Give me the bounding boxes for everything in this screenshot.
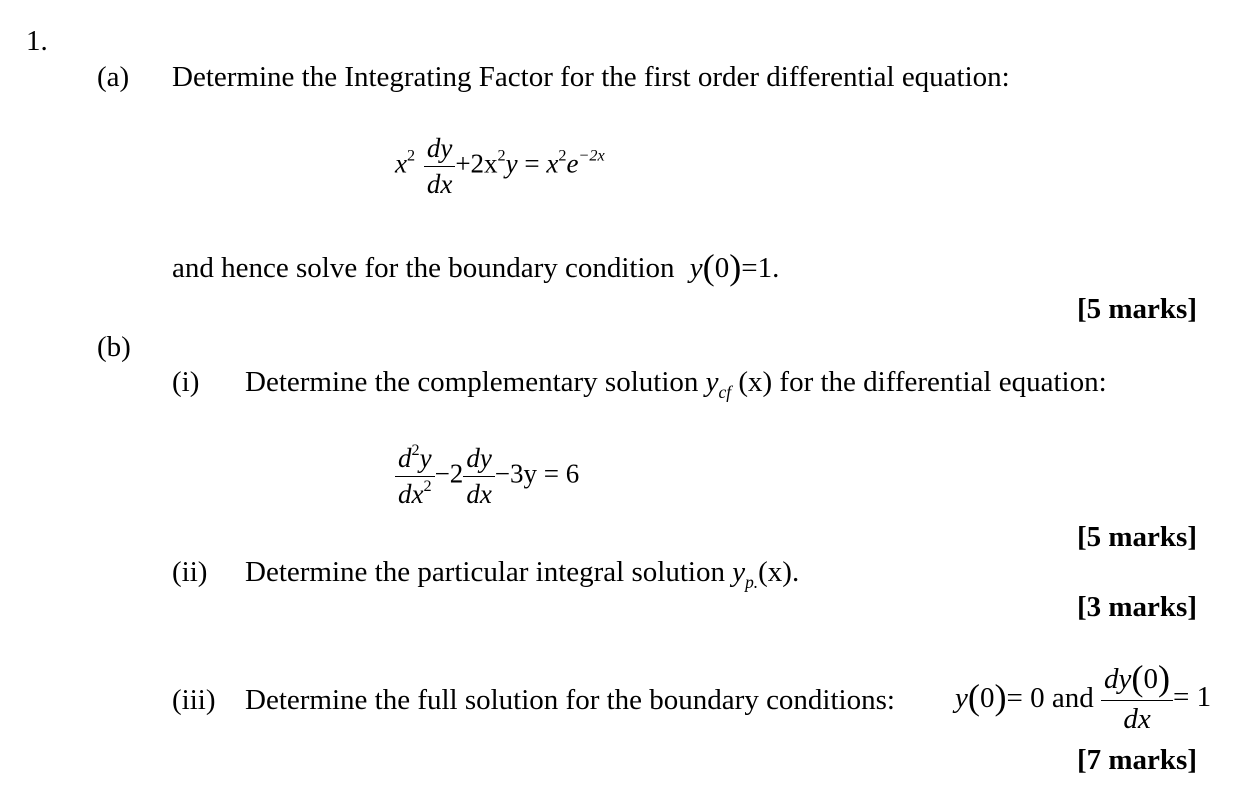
part-b-ii-marks: [3 marks] bbox=[1076, 591, 1197, 623]
part-b-iii-marks: [7 marks] bbox=[1076, 744, 1197, 776]
part-b-ii-label: (ii) bbox=[172, 556, 208, 588]
part-b-i-label: (i) bbox=[172, 366, 200, 398]
part-a-instruction: Determine the Integrating Factor for the first order differential equation: bbox=[172, 61, 1010, 93]
dy-dx-fraction: $\frac{dy}{dx}$ bbox=[424, 135, 455, 198]
dy-dx-fraction: $\frac{dy}{dx}$ bbox=[463, 445, 494, 508]
part-a-hence-text: and hence solve for the boundary condition y(0)=1. bbox=[172, 247, 780, 287]
dy0-dx-fraction: $\frac{dy(0)}{dx}$ bbox=[1101, 660, 1173, 734]
part-b-iii-conditions: y(0)= 0 and $\frac{dy(0)}{dx}$ = 1 bbox=[955, 658, 1212, 736]
part-b-ii-text: Determine the particular integral solution $y_{p.}(x)$. bbox=[245, 556, 800, 592]
part-b-i-text: Determine the complementary solution $y_{cf}$ (x) for the differential equation: bbox=[245, 366, 1107, 402]
part-a-marks: [5 marks] bbox=[1076, 293, 1197, 325]
equation-b-i: $\frac{d^2y}{dx^2}$ −2 $\frac{dy}{dx}$ −3y = 6 bbox=[395, 445, 579, 508]
question-number: 1. bbox=[26, 25, 48, 57]
part-b-label: (b) bbox=[97, 331, 131, 363]
equation-a: $x^2$ $\frac{dy}{dx}$ $+2x^2y = x^2e^{-2x}$ bbox=[395, 133, 605, 199]
part-b-iii-label: (iii) bbox=[172, 684, 216, 716]
part-b-i-marks: [5 marks] bbox=[1076, 521, 1197, 553]
d2y-dx2-fraction: $\frac{d^2y}{dx^2}$ bbox=[395, 445, 435, 508]
part-a-label: (a) bbox=[97, 61, 130, 93]
part-b-iii-text: Determine the full solution for the boundary conditions: bbox=[245, 684, 895, 716]
